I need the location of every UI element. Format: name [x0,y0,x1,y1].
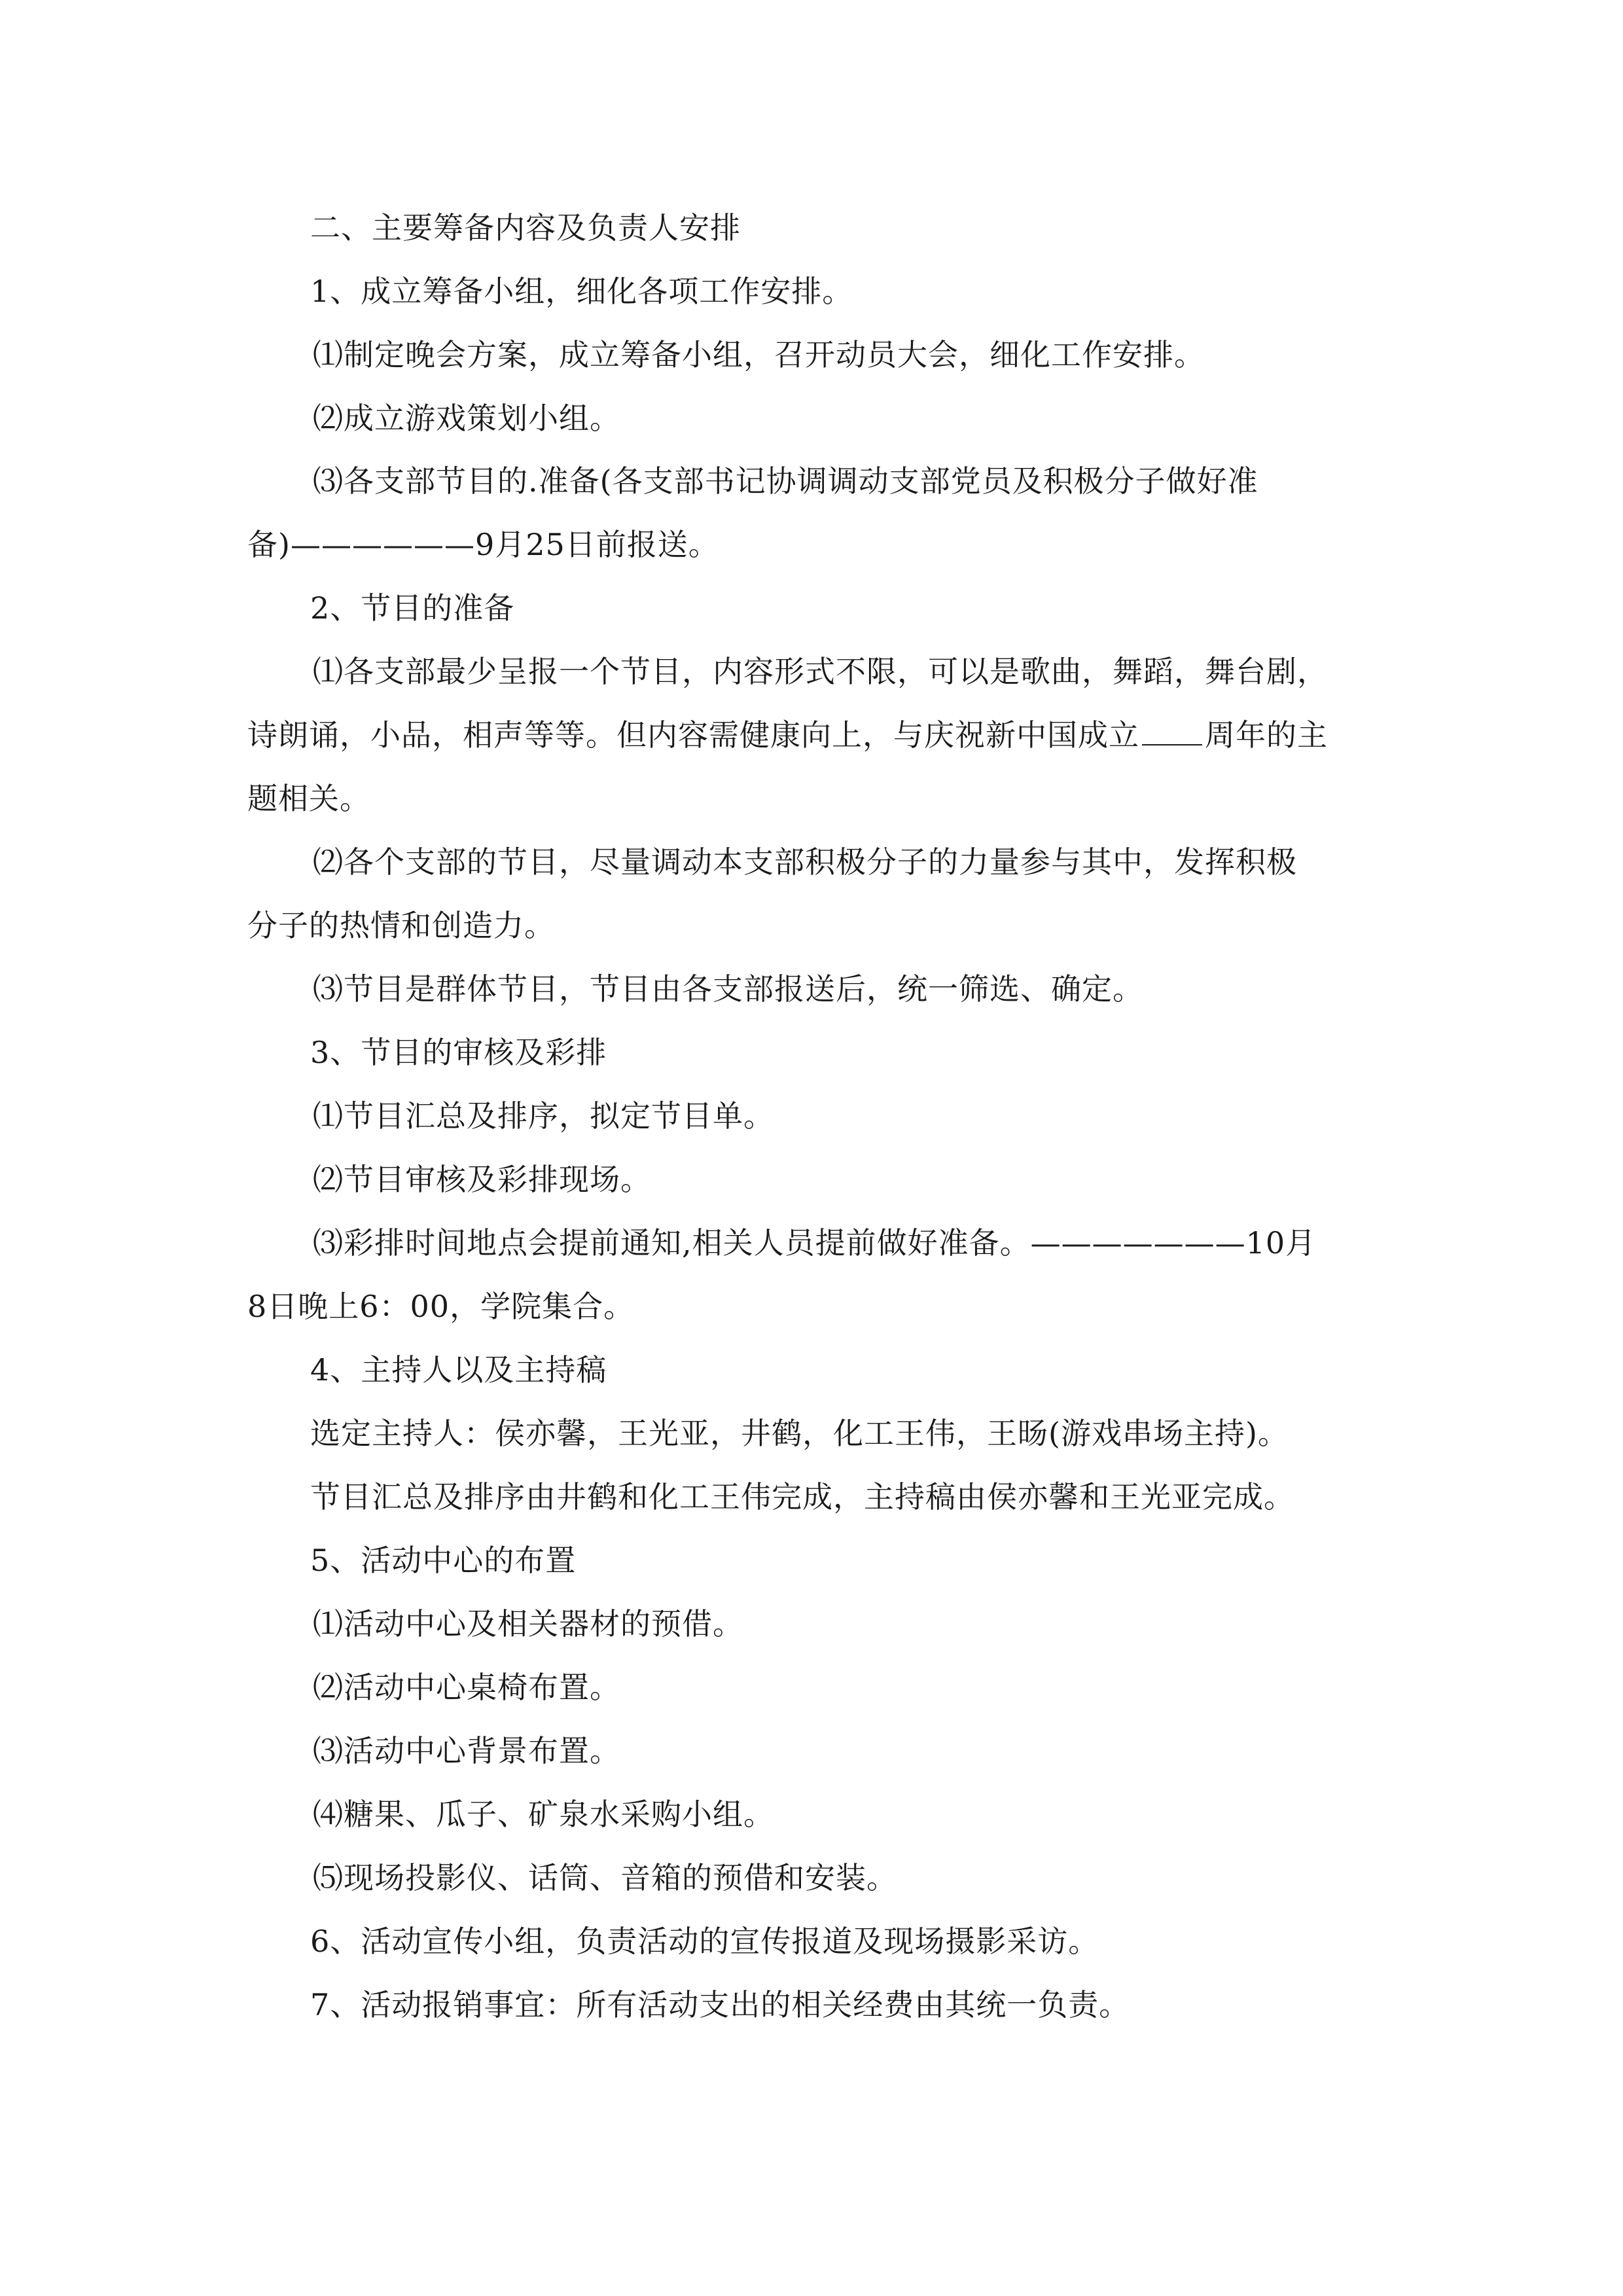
item-1-2: ⑵成立游戏策划小组。 [313,401,620,436]
item-4-title: 4、主持人以及主持稿 [310,1352,607,1388]
item-1-title: 1、成立筹备小组，细化各项工作安排。 [310,274,853,309]
item-6: 6、活动宣传小组，负责活动的宣传报道及现场摄影采访。 [310,1924,1099,1959]
item-3-2: ⑵节目审核及彩排现场。 [313,1162,651,1197]
item-5-4: ⑷糖果、瓜子、矿泉水采购小组。 [313,1797,774,1832]
item-2-1-line-2 [247,715,1328,755]
item-2-1-line-1: ⑴各支部最少呈报一个节目，内容形式不限，可以是歌曲，舞蹈，舞台剧， [313,654,1328,689]
item-7: 7、活动报销事宜：所有活动支出的相关经费由其统一负责。 [310,1987,1130,2022]
item-3-1: ⑴节目汇总及排序，拟定节目单。 [313,1098,774,1134]
item-2-1-line-2-post: 周年的主 [1205,717,1328,753]
item-1-3-line-1: ⑶各支部节目的.准备(各支部书记协调调动支部党员及积极分子做好准 [313,463,1258,499]
item-5-3: ⑶活动中心背景布置。 [313,1733,620,1768]
item-2-3: ⑶节目是群体节目，节目由各支部报送后，统一筛选、确定。 [313,971,1143,1007]
item-2-1-line-2-pre: 诗朗诵，小品，相声等等。但内容需健康向上，与庆祝新中国成立 [247,717,1139,753]
item-3-3-line-2: 8日晚上6：00，学院集合。 [247,1289,635,1324]
item-2-title: 2、节目的准备 [310,590,515,626]
item-1-3-line-2: 备)——————9月25日前报送。 [247,527,719,562]
item-5-2: ⑵活动中心桌椅布置。 [313,1670,620,1705]
item-4-duty: 节目汇总及排序由井鹤和化工王伟完成，主持稿由侯亦馨和王光亚完成。 [310,1479,1294,1515]
item-3-title: 3、节目的审核及彩排 [310,1035,607,1070]
item-2-2-line-2: 分子的热情和创造力。 [247,908,555,943]
item-5-5: ⑸现场投影仪、话筒、音箱的预借和安装。 [313,1860,897,1895]
item-2-1-line-3: 题相关。 [247,781,370,816]
item-1-1: ⑴制定晚会方案，成立筹备小组，召开动员大会，细化工作安排。 [313,337,1205,372]
item-2-2-line-1: ⑵各个支部的节目，尽量调动本支部积极分子的力量参与其中，发挥积极 [313,844,1297,880]
item-5-1: ⑴活动中心及相关器材的预借。 [313,1606,743,1641]
item-4-hosts: 选定主持人：侯亦馨，王光亚，井鹤，化工王伟，王旸(游戏串场主持)。 [310,1416,1289,1451]
item-5-title: 5、活动中心的布置 [310,1543,577,1578]
fill-in-blank [1142,717,1202,745]
section-heading: 二、主要筹备内容及负责人安排 [310,210,741,245]
item-3-3-line-1: ⑶彩排时间地点会提前通知,相关人员提前做好准备。———————10月 [313,1225,1317,1261]
